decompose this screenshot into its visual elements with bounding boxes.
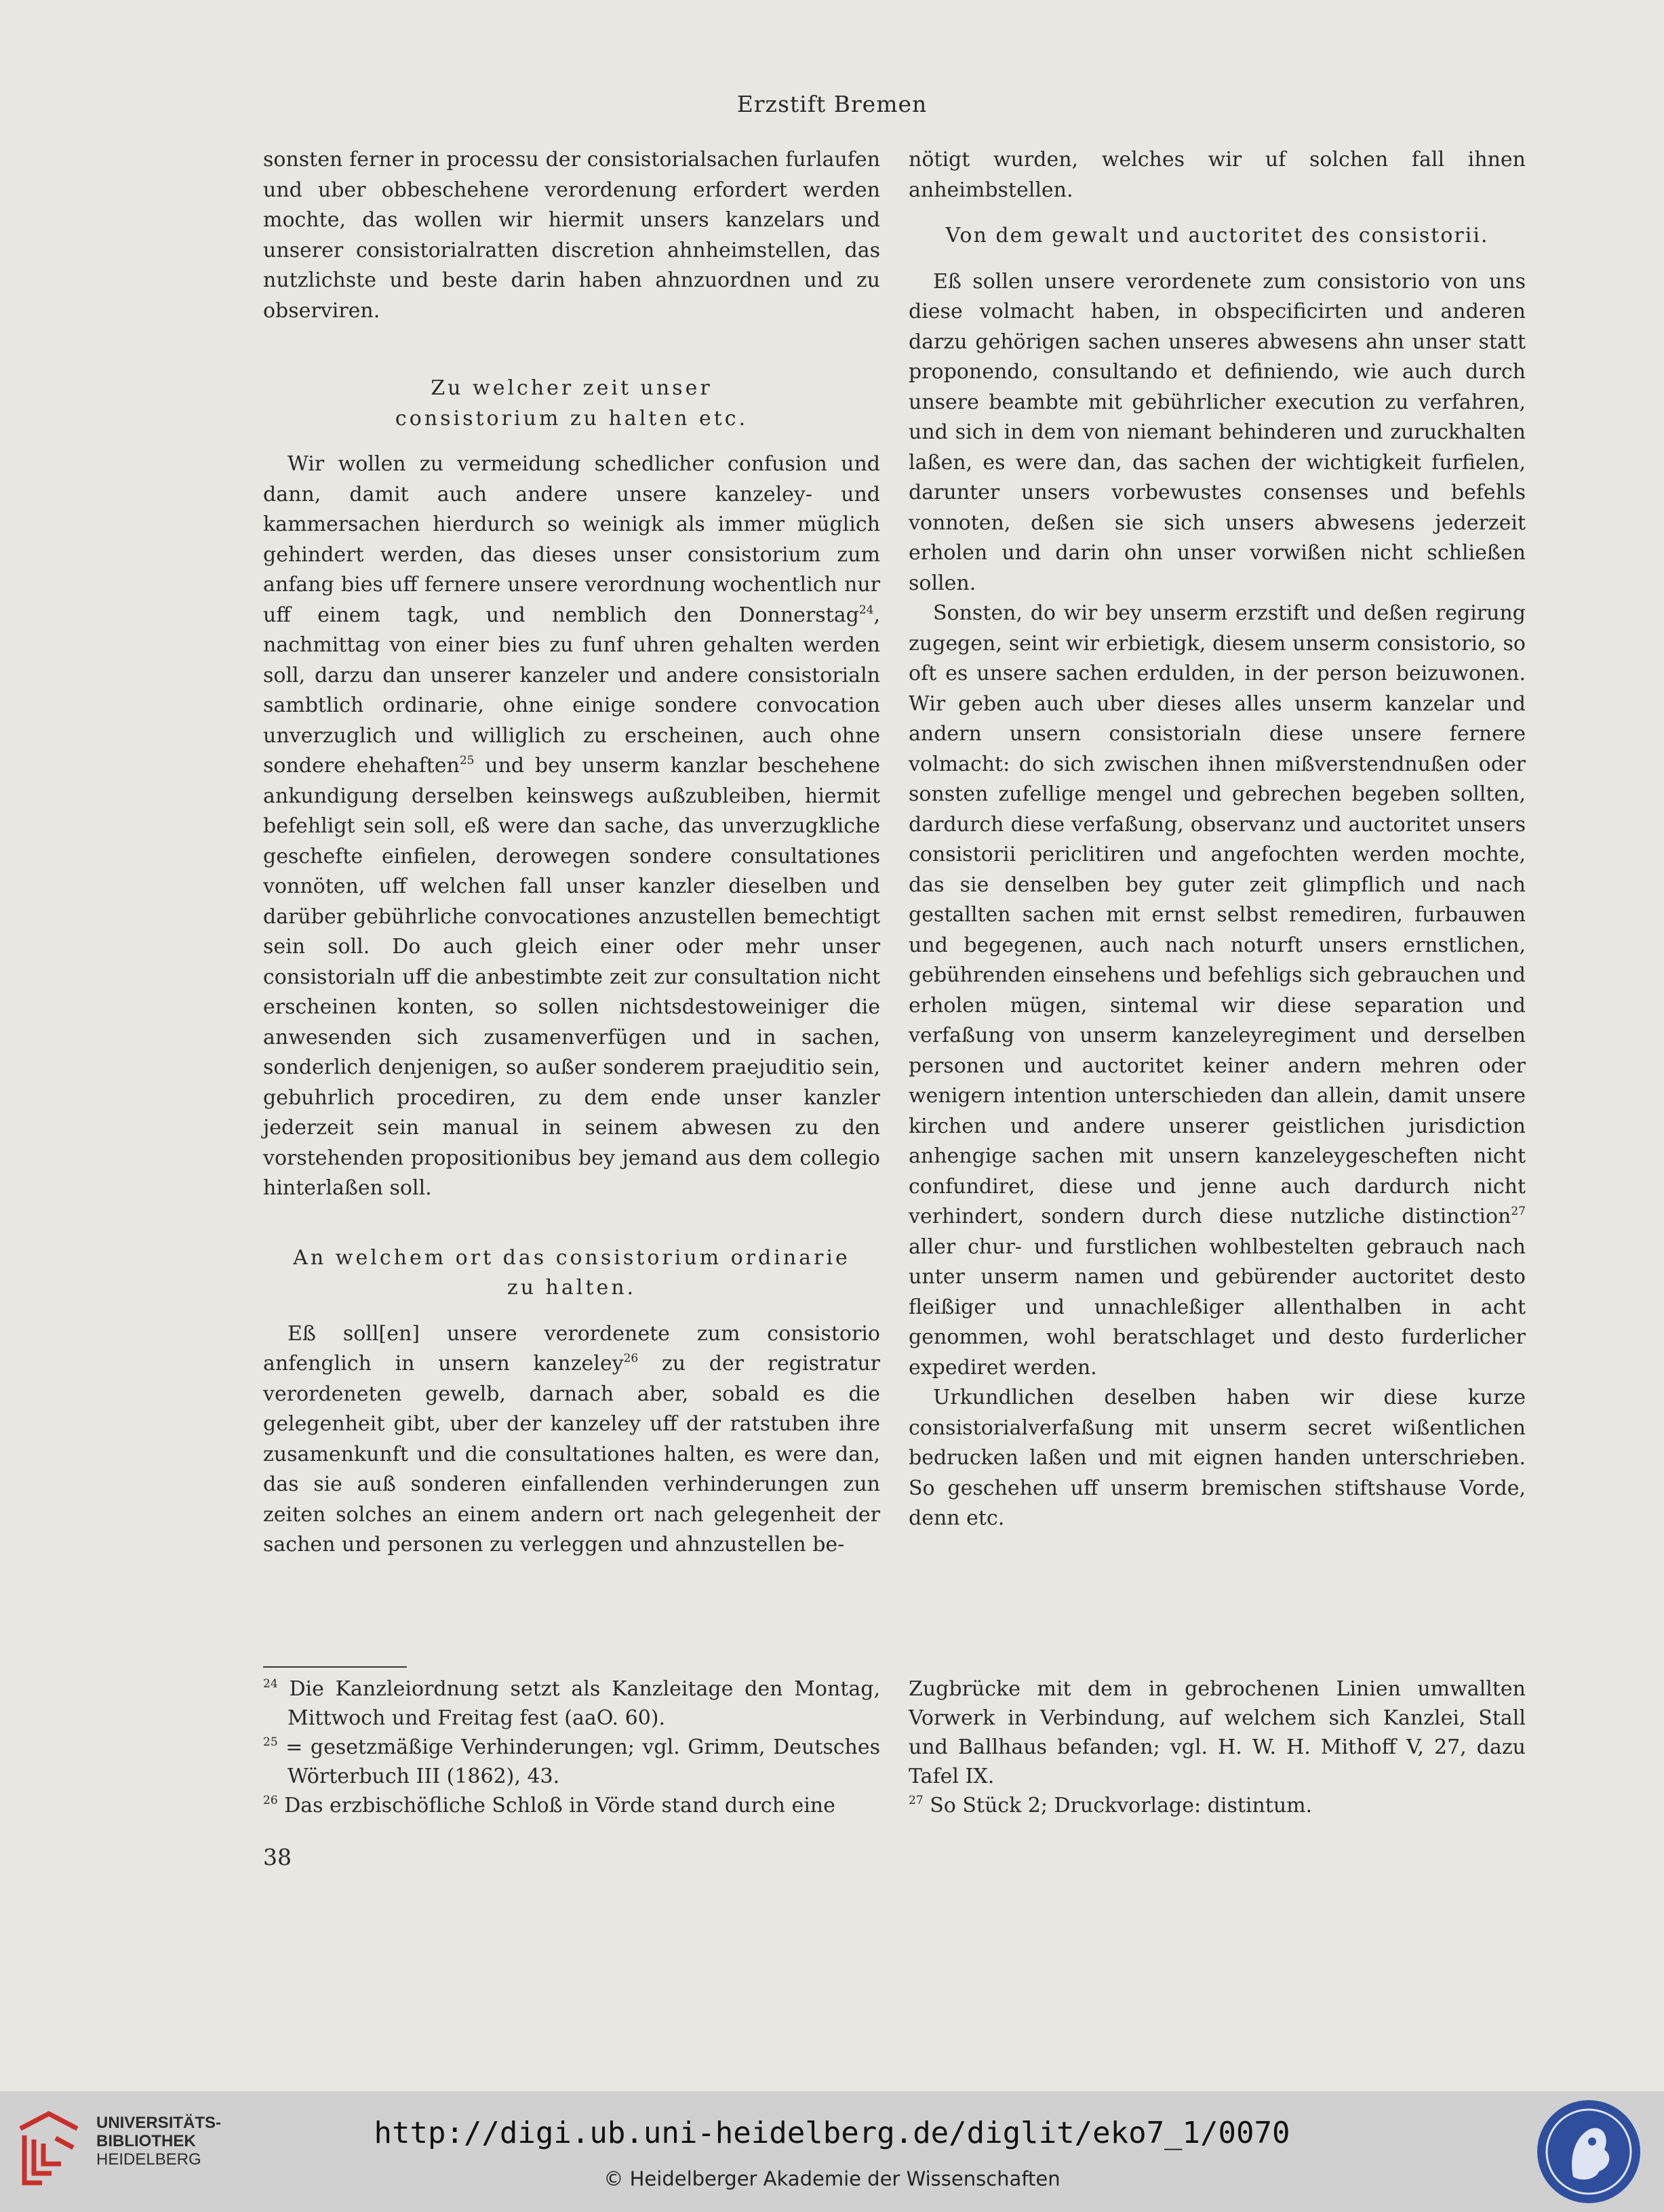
footnote-ref[interactable]: 25 [459, 754, 475, 767]
viewer-footer [0, 2091, 1664, 2212]
paragraph: Eß sollen unsere verordenete zum consistorio von uns diese volmacht haben, in obspecificirten und anderen darzu gehörigen sachen unseres abwesens ahn unser statt proponendo, consultando et definiendo, wie auch durch unsere beambte mit gebührlicher execution zu verfahren, und sich in dem von niemant behinderen und zuruckhalten laßen, es were dan, das sachen der wichtigkeit furfielen, darunter unsers vorbewustes consenses und befehls vonnoten, deßen sie sich unsers abwesens jederzeit erholen und darin ohn unser vorwißen nicht schließen sollen. [909, 269, 1526, 595]
paragraph: Urkundlichen deselben haben wir diese kurze consistorialverfaßung mit unserm secret wißentlichen bedrucken laßen und mit eignen handen unterschrieben. So geschehen uff unserm bremischen stiftshause Vorde, denn etc. [909, 1386, 1526, 1530]
paragraph: Wir wollen zu vermeidung schedlicher confusion und dann, damit auch andere unsere kanzeley- und kammersachen hierdurch so weinigk als immer müglich gehindert werden, das dieses unser consistorium zum anfang bies uff fernere unsere verordnung wochentlich nur uff einem tagk, und nemblich den Donnerstag$^{24}$, nachmittag von einer bies zu funf uhren gehalten werden soll, darzu dan unserer kanzeler und andere consistorialn sambtlich ordinarie, ohne einige sondere convocation unverzuglich und williglich zu erscheinen, auch ohne sondere ehehaften$^{25}$ und bey unserm kanzlar beschehene ankundigung derselben keinswegs außzubleiben, hiermit befehligt sein soll, eß were dan sache, das unverzugkliche geschefte einfielen, derowegen sondere consultationes vonnöten, uff welchen fall unser kanzler dieselben und darüber gebührliche convocationes anzustellen bemechtigt sein soll. Do auch gleich einer oder mehr unser consistorialn uff die anbestimbte zeit zur consultation nicht erscheinen konten, so sollen nichtsdestoweiniger die anwesenden sich zusamenverfügen und in sachen, sonderlich denjenigen, so außer sonderem praejuditio sein, gebuhrlich procediren, zu dem ende unser kanzler jederzeit sein manual in seinem abwesen zu den vorstehenden propositionibus bey jemand aus dem collegio hinterlaßen soll. [263, 452, 880, 1200]
left-column [263, 145, 880, 1561]
copyright-notice: © Heidelberger Akademie der Wissenschaften [603, 2167, 1061, 2190]
paragraph: Eß soll[en] unsere verordenete zum consistorio anfenglich in unsern kanzeley$^{26}$ zu der registratur verordeneten gewelb, darnach aber, sobald es die gelegenheit gibt, uber der kanzeley uff der ratstuben ihre zusamenkunft und die consultationes halten, es were dan, das sie auß sonderen einfallenden verhinderungen zun zeiten solches an einem andern ort nach gelegenheit der sachen und personen zu verleggen und ahnzustellen be- [263, 1321, 880, 1556]
paragraph: Sonsten, do wir bey unserm erzstift und deßen regirung zugegen, seint wir erbietigk, diesem unserm consistorio, so oft es unsere sachen erdulden, in der person beizuwonen. Wir geben auch uber dieses alles unserm kanzelar und andern unsern consistorialn diese unsere fernere volmacht: do sich zwischen ihnen mißverstendnußen oder sonsten zufellige mengel und gebrechen begeben sollten, dardurch diese verfaßung, observanz und auctoritet unsers consistorii periclitiren und angefochten werden mochte, das sie denselben bey guter zeit glimpflich und nach gestallten sachen mit ernst selbst remediren, furbauwen und begegenen, auch nach noturft unsers ernstlichen, gebührenden einsehens und befehligs sich gebrauchen und erholen mügen, sintemal wir diese separation und verfaßung von unserm kanzeleyregiment und derselben personen und auctoritet keiner andern mehren oder wenigern intention unterschieden dan allein, damit unsere kirchen und andere unserer geistlichen jurisdiction anhengige sachen mit unsern kanzeleygescheften nicht confundiret, diese und jenne auch dardurch nicht verhindert, sondern durch diese nutzliche distinction$^{27}$ aller chur- und furstlichen wohlbestelten gebrauch nach unter unserm namen und gebürender auctoritet desto fleißiger und unnachleßiger allenthalben in acht genommen, wohl beratschlaget und desto furderlicher expediret werden. [909, 601, 1526, 1380]
heading-line: An welchem ort das consistorium ordinarie [293, 1245, 850, 1270]
library-logo-text: UNIVERSITÄTS- BIBLIOTHEK HEIDELBERG [96, 2114, 222, 2169]
heading-line: Zu welcher zeit unser [431, 376, 713, 400]
section-heading: Von dem gewalt und auctoritet des consistorii. [945, 224, 1489, 247]
paragraph: nötigt wurden, welches wir uf solchen fall ihnen anheimbstellen. [909, 148, 1526, 202]
footnotes-left [263, 1674, 880, 1820]
paragraph: sonsten ferner in processu der consistorialsachen furlaufen und uber obbeschehene verordenung erfordert werden mochte, das wollen wir hiermit unsers kanzelars und unserer consistorialratten discretion ahnheimstellen, das nutzlichste und beste darin haben ahnzuordnen und zu observiren. [263, 148, 880, 323]
heading-line: consistorium zu halten etc. [395, 406, 749, 430]
footnote: $^{24}$ Die Kanzleiordnung setzt als Kanzleitage den Montag, Mittwoch und Freitag fest (aaO. 60). [263, 1677, 880, 1730]
section-heading [263, 1243, 880, 1304]
footnote-divider [263, 1666, 407, 1668]
right-column [909, 145, 1526, 1534]
academy-seal-icon [1534, 2097, 1644, 2207]
heading-line: zu halten. [507, 1276, 637, 1300]
footnote-ref[interactable]: 27 [1511, 1205, 1526, 1218]
footnote: $^{26}$ Das erzbischöfliche Schloß in Vörde stand durch eine [263, 1794, 835, 1817]
footnotes-right [909, 1674, 1526, 1820]
footnote-ref[interactable]: 24 [858, 603, 874, 617]
footnote-ref[interactable]: 26 [623, 1352, 639, 1365]
running-head: Erzstift Bremen [736, 91, 928, 117]
footnote-continuation: Zugbrücke mit dem in gebrochenen Linien umwallten Vorwerk in Verbindung, auf welchem sich Kanzlei, Stall und Ballhaus befanden; vgl. H. W. H. Mithoff V, 27, dazu Tafel IX. [909, 1677, 1526, 1788]
footnote: $^{25}$ = gesetzmäßige Verhinderungen; vgl. Grimm, Deutsches Wörterbuch III (1862), 43. [263, 1735, 880, 1788]
section-heading [263, 374, 880, 434]
page-number: 38 [263, 1844, 292, 1870]
footnote: $^{27}$ So Stück 2; Druckvorlage: distintum. [909, 1794, 1313, 1817]
source-url-link[interactable]: http://digi.ub.uni-heidelberg.de/diglit/eko7_1/0070 [374, 2116, 1290, 2150]
